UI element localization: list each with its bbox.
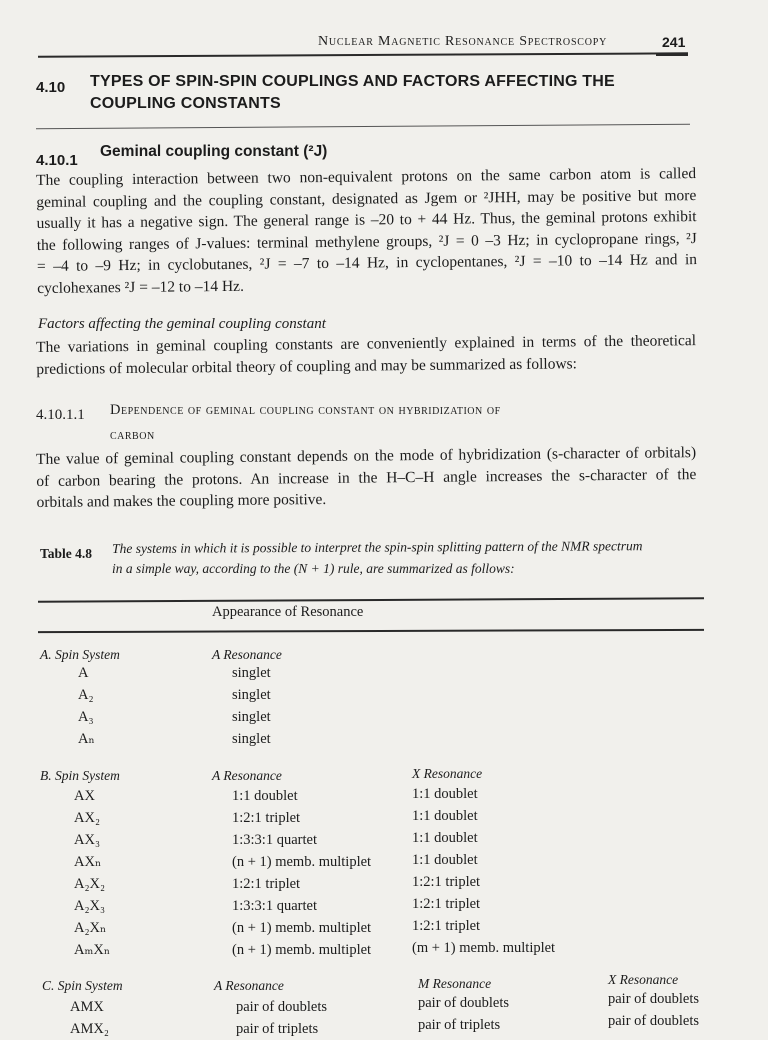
- paragraph-line: = –4 to –9 Hz; in cyclobutanes, ²J = –7 to –14 Hz, in cyclopentanes, ²J = –10 to –14 Hz and in: [36, 251, 698, 275]
- group-c-a-values: [236, 996, 327, 1040]
- header-rule: [38, 52, 688, 57]
- paragraph-line: The value of geminal coupling constant depends on the mode of hybridization (s-character of orbitals): [36, 444, 697, 468]
- x-resonance: 1:1 doublet: [412, 830, 478, 846]
- subsubsection-title-line2: carbon: [110, 427, 155, 443]
- group-b-col-a: A Resonance: [212, 768, 282, 783]
- page-number-underline: [656, 53, 688, 56]
- group-b-label: B. Spin System: [40, 768, 120, 783]
- table-label: Table 4.8: [40, 546, 93, 561]
- paragraph-line: predictions of molecular orbital theory of coupling and may be summarized as follows:: [36, 354, 578, 378]
- group-c-label: C. Spin System: [42, 978, 123, 993]
- group-a-col-a: A Resonance: [212, 647, 282, 662]
- table-row: [78, 684, 95, 706]
- table-row: A₂X₃: [74, 898, 106, 914]
- running-header-title: Nuclear Magnetic Resonance Spectroscopy: [318, 34, 608, 49]
- spin-system: A₃: [78, 709, 94, 725]
- x-resonance: (m + 1) memb. multiplet: [412, 940, 556, 956]
- paragraph-line: The variations in geminal coupling constants are conveniently explained in terms of the theoretical: [36, 332, 697, 356]
- group-b-a-values: [232, 785, 371, 961]
- table-row: AₘXₙ: [74, 942, 111, 958]
- paragraph-line: cyclohexanes ²J = –12 to –14 Hz.: [37, 277, 244, 297]
- subsubsection-number: 4.10.1.1: [36, 407, 85, 423]
- group-c-x-values: [608, 988, 699, 1032]
- a-resonance: pair of doublets: [236, 999, 328, 1015]
- table-caption-line2: in a simple way, according to the (N + 1) rule, are summarized as follows:: [112, 561, 515, 576]
- table-row: AX₃: [74, 832, 100, 848]
- group-c-m-values: [418, 992, 509, 1036]
- group-b-col-x: X Resonance: [412, 766, 483, 781]
- spin-system: Aₙ: [78, 731, 95, 747]
- section-rule: [36, 124, 690, 130]
- x-resonance: pair of doublets: [608, 991, 700, 1007]
- a-resonance: singlet: [232, 687, 271, 703]
- group-a-a-values: [232, 662, 271, 750]
- table-header-rule: [38, 629, 704, 633]
- table-row: [78, 662, 95, 684]
- table-row: [78, 728, 95, 750]
- a-resonance: singlet: [232, 709, 271, 725]
- table-row: A₂Xₙ: [74, 920, 107, 936]
- x-resonance: 1:1 doublet: [412, 852, 478, 868]
- subsection-number: 4.10.1: [36, 152, 78, 169]
- a-resonance: 1:1 doublet: [232, 788, 298, 804]
- group-a-label: A. Spin System: [40, 647, 120, 662]
- geminal-paragraph: [36, 163, 697, 299]
- a-resonance: 1:3:3:1 quartet: [232, 832, 317, 848]
- spin-system: A₂: [78, 687, 94, 703]
- paragraph-line: the following ranges of J-values: terminal methylene groups, ²J = 0 –3 Hz; in cyclopropane rings, ²J: [36, 229, 697, 254]
- paragraph-line: orbitals and makes the coupling more positive.: [36, 490, 327, 511]
- paragraph-line: usually it has a negative sign. The general range is –20 to + 44 Hz. Thus, the geminal protons exhibit: [36, 208, 697, 232]
- section-title-line2: COUPLING CONSTANTS: [90, 95, 281, 112]
- m-resonance: pair of doublets: [418, 995, 510, 1011]
- section-number: 4.10: [36, 79, 66, 96]
- section-title-line1: TYPES OF SPIN-SPIN COUPLINGS AND FACTORS AFFECTING THE: [90, 73, 615, 90]
- x-resonance: pair of doublets: [608, 1013, 700, 1029]
- group-c-col-m: M Resonance: [418, 976, 492, 991]
- a-resonance: (n + 1) memb. multiplet: [232, 920, 372, 936]
- table-row: AXₙ: [74, 854, 102, 870]
- table-row: AX: [74, 788, 95, 804]
- x-resonance: 1:2:1 triplet: [412, 874, 481, 890]
- spin-system: A: [78, 665, 89, 681]
- a-resonance: singlet: [232, 665, 271, 681]
- page-number: 241: [662, 34, 686, 50]
- x-resonance: 1:1 doublet: [412, 786, 478, 802]
- paragraph-line: geminal coupling and the coupling constant, designated as Jgem or ²JHH, may be positive but more: [36, 186, 697, 211]
- a-resonance: singlet: [232, 731, 271, 747]
- subsection-title: Geminal coupling constant (²J): [100, 143, 328, 160]
- hybridization-paragraph: [36, 442, 697, 513]
- group-c-col-x: X Resonance: [608, 972, 679, 987]
- a-resonance: (n + 1) memb. multiplet: [232, 942, 372, 958]
- x-resonance: 1:2:1 triplet: [412, 896, 481, 912]
- group-a-rows: [78, 662, 95, 750]
- paragraph-line: of carbon bearing the protons. An increase in the H–C–H angle increases the s-character of the: [36, 465, 697, 490]
- group-c-col-a: A Resonance: [214, 978, 284, 993]
- x-resonance: 1:2:1 triplet: [412, 918, 481, 934]
- table-top-rule: [38, 597, 704, 602]
- x-resonance: 1:1 doublet: [412, 808, 478, 824]
- table-column-header: Appearance of Resonance: [212, 604, 364, 620]
- a-resonance: 1:2:1 triplet: [232, 876, 301, 892]
- subsubsection-title-line1: Dependence of geminal coupling constant on hybridization of: [110, 402, 501, 418]
- table-row: AX₂: [74, 810, 100, 826]
- a-resonance: (n + 1) memb. multiplet: [232, 854, 372, 870]
- a-resonance: 1:2:1 triplet: [232, 810, 301, 826]
- factors-paragraph: [36, 330, 696, 380]
- table-row: [78, 706, 95, 728]
- group-c-rows: [70, 996, 109, 1040]
- group-b-x-values: [412, 783, 555, 959]
- a-resonance: pair of triplets: [236, 1021, 319, 1037]
- table-row: AMX₂: [70, 1021, 109, 1037]
- paragraph-line: The coupling interaction between two non-equivalent protons on the same carbon atom is called: [36, 165, 697, 189]
- factors-heading: Factors affecting the geminal coupling constant: [38, 316, 326, 332]
- table-caption-line1: The systems in which it is possible to interpret the spin-spin splitting pattern of the NMR spectrum: [112, 538, 643, 556]
- a-resonance: 1:3:3:1 quartet: [232, 898, 317, 914]
- table-row: A₂X₂: [74, 876, 106, 892]
- table-row: AMX: [70, 999, 104, 1015]
- m-resonance: pair of triplets: [418, 1017, 501, 1033]
- group-b-rows: [74, 785, 110, 961]
